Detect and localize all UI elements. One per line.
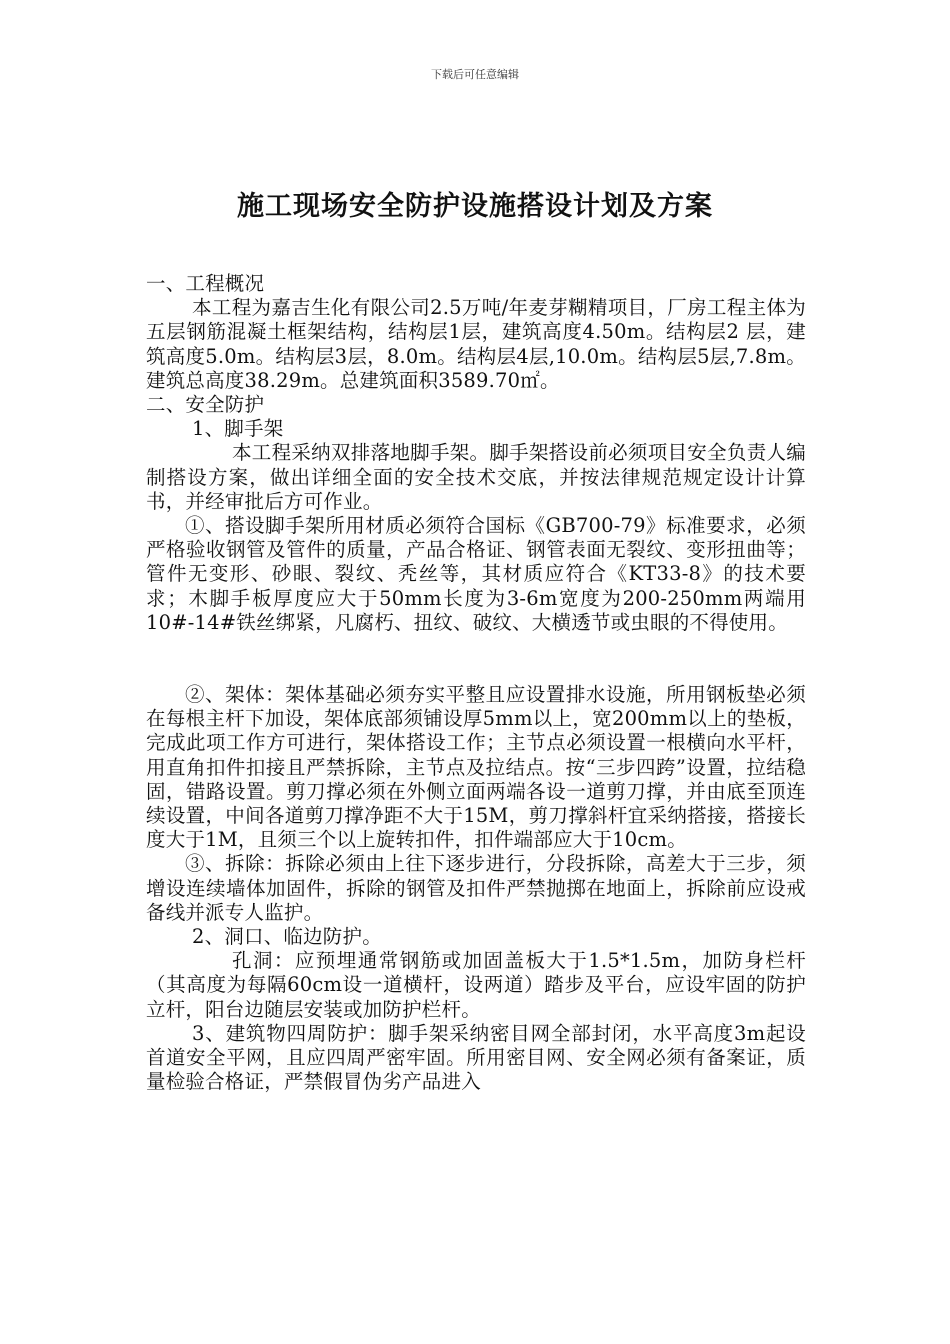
perimeter-protection-paragraph: 3、建筑物四周防护：脚手架采纳密目网全部封闭，水平高度3m起设首道安全平网，且应四周严密牢固。所用密目网、安全网必须有备案证，质量检验合格证，严禁假冒伪劣产品进入 [146, 1021, 806, 1094]
scaffold-item-2: ②、架体：架体基础必须夯实平整且应设置排水设施，所用钢板垫必须在每根主杆下加设，架体底部须铺设厚5mm以上，宽200mm以上的垫板，完成此项工作方可进行，架体搭设工作；主节点必须设置一根横向水平杆，用直角扣件扣接且严禁拆除，主节点及拉结点。按“三步四跨”设置，拉结稳固，错路设置。剪刀撑必须在外侧立面两端各设一道剪刀撑，并由底至顶连续设置，中间各道剪刀撑净距不大于15M，剪刀撑斜杆宜采纳搭接，搭接长度大于1M，且须三个以上旋转扣件，扣件端部应大于10cm。 [146, 683, 806, 852]
section-heading-overview: 一、工程概况 [146, 272, 265, 295]
scaffold-item-3: ③、拆除：拆除必须由上往下逐步进行，分段拆除，高差大于三步，须增设连续墙体加固件，拆除的钢管及扣件严禁抛掷在地面上，拆除前应设戒备线并派专人监护。 [146, 852, 806, 924]
subsection-heading-openings: 2、洞口、临边防护。 [192, 925, 382, 949]
page-header-note: 下载后可任意编辑 [431, 68, 519, 81]
subsection-heading-scaffold: 1、脚手架 [192, 417, 284, 441]
section-heading-safety: 二、安全防护 [146, 393, 265, 417]
openings-paragraph: 孔洞：应预埋通常钢筋或加固盖板大于1.5*1.5m，加防身栏杆（其高度为每隔60cm设一道横杆，设两道）踏步及平台，应设牢固的防护立杆，阳台边随层安装或加防护栏杆。 [146, 949, 806, 1021]
overview-paragraph: 本工程为嘉吉生化有限公司2.5万吨/年麦芽糊精项目，厂房工程主体为五层钢筋混凝土框架结构，结构层1层，建筑高度4.50m。结构层2 层，建筑高度5.0m。结构层3层，8.0m。结构层4层,10.0m。结构层5层,7.8m。建筑总高度38.29m。总建筑面积3589.70㎡。 [146, 296, 806, 392]
document-body [146, 272, 806, 1095]
scaffold-paragraph: 本工程采纳双排落地脚手架。脚手架搭设前必须项目安全负责人编制搭设方案，做出详细全面的安全技术交底，并按法律规范规定设计计算书，并经审批后方可作业。 [146, 441, 806, 513]
scaffold-item-1: ①、搭设脚手架所用材质必须符合国标《GB700-79》标准要求，必须严格验收钢管及管件的质量，产品合格证、钢管表面无裂纹、变形扭曲等；管件无变形、砂眼、裂纹、秃丝等，其材质应符合《KT33-8》的技术要求；木脚手板厚度应大于50mm长度为3-6m宽度为200-250mm两端用10#-14#铁丝绑紧，凡腐朽、扭纹、破纹、大横透节或虫眼的不得使用。 [146, 514, 806, 634]
document-title: 施工现场安全防护设施搭设计划及方案 [237, 191, 713, 222]
paragraph-gap [146, 635, 806, 683]
